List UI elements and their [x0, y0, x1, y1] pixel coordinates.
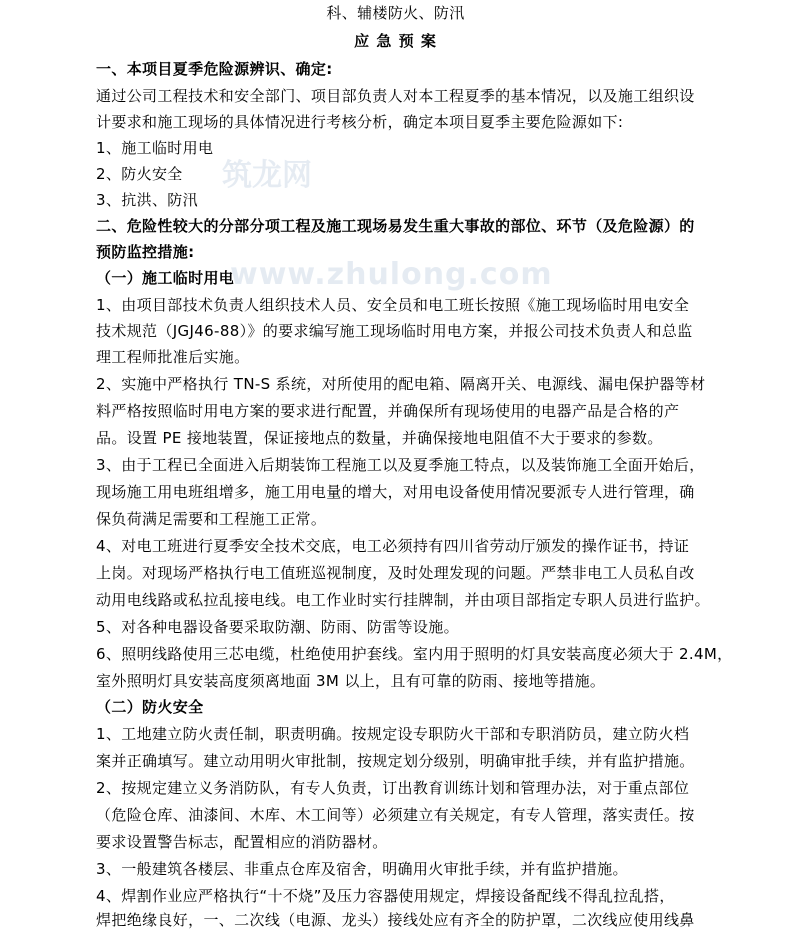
- paragraph-line: 案并正确填写。建立动用明火审批制，按规定划分级别，明确审批手续，并有监护措施。: [96, 752, 695, 770]
- paragraph-line: 保负荷满足需要和工程施工正常。: [96, 510, 327, 528]
- paragraph-line: 技术规范（JGJ46-88）》的要求编写施工现场临时用电方案，并报公司技术负责人和总监: [96, 322, 693, 340]
- watermark-logo-text: 筑龙网: [222, 158, 312, 193]
- paragraph-line: 要求设置警告标志，配置相应的消防器材。: [96, 833, 388, 851]
- paragraph-line: 5、对各种电器设备要采取防潮、防雨、防雷等设施。: [96, 618, 459, 636]
- paragraph-line: 6、照明线路使用三芯电缆，杜绝使用护套线。室内用于照明的灯具安装高度必须大于 2.4M，: [96, 645, 733, 663]
- watermark-url: www.zhulong.com: [230, 257, 553, 292]
- list-item: 2、防火安全: [96, 165, 183, 183]
- section-heading-2-cont: 预防监控措施:: [96, 243, 195, 261]
- paragraph-line: 上岗。对现场严格执行电工值班巡视制度，及时处理发现的问题。严禁非电工人员私自改: [96, 564, 695, 582]
- paragraph-line: 动用电线路或私拉乱接电线。电工作业时实行挂牌制，并由项目部指定专职人员进行监护。: [96, 591, 711, 609]
- section-heading-1: 一、本项目夏季危险源辨识、确定:: [96, 60, 333, 78]
- paragraph-line: 1、工地建立防火责任制，职责明确。按规定设专职防火干部和专职消防员，建立防火档: [96, 725, 690, 743]
- paragraph-line: 3、一般建筑各楼层、非重点仓库及宿舍，明确用火审批手续，并有监护措施。: [96, 860, 628, 878]
- subsection-heading-1: （一）施工临时用电: [96, 269, 235, 287]
- paragraph-line: 焊把绝缘良好，一、二次线（电源、龙头）接线处应有齐全的防护罩，二次线应使用线鼻: [96, 911, 695, 929]
- paragraph-line: 4、焊割作业应严格执行“十不烧”及压力容器使用规定，焊接设备配线不得乱拉乱搭，: [96, 887, 675, 905]
- list-item: 3、抗洪、防汛: [96, 191, 198, 209]
- paragraph-line: 品。设置 PE 接地装置，保证接地点的数量，并确保接地电阻值不大于要求的参数。: [96, 429, 663, 447]
- paragraph-line: 料严格按照临时用电方案的要求进行配置，并确保所有现场使用的电器产品是合格的产: [96, 402, 680, 420]
- paragraph-line: 3、由于工程已全面进入后期装饰工程施工以及夏季施工特点，以及装饰施工全面开始后，: [96, 456, 705, 474]
- paragraph-line: 现场施工用电班组增多，施工用电量的增大，对用电设备使用情况要派专人进行管理，确: [96, 483, 695, 501]
- paragraph-line: 通过公司工程技术和安全部门、项目部负责人对本工程夏季的基本情况，以及施工组织设: [96, 87, 695, 105]
- paragraph-line: 理工程师批准后实施。: [96, 348, 250, 366]
- paragraph-line: 2、按规定建立义务消防队，有专人负责，订出教育训练计划和管理办法，对于重点部位: [96, 779, 690, 797]
- header-line: 科、辅楼防火、防汛: [326, 4, 465, 22]
- paragraph-line: 4、对电工班进行夏季安全技术交底，电工必须持有四川省劳动厅颁发的操作证书，持证: [96, 537, 690, 555]
- paragraph-line: （危险仓库、油漆间、木库、木工间等）必须建立有关规定，有专人管理，落实责任。按: [96, 806, 695, 824]
- paragraph-line: 1、由项目部技术负责人组织技术人员、安全员和电工班长按照《施工现场临时用电安全: [96, 296, 690, 314]
- paragraph-line: 计要求和施工现场的具体情况进行考核分析，确定本项目夏季主要危险源如下:: [96, 113, 624, 131]
- paragraph-line: 2、实施中严格执行 TN-S 系统，对所使用的配电箱、隔离开关、电源线、漏电保护器等材: [96, 375, 706, 393]
- page-title: 应 急 预 案: [354, 32, 437, 50]
- subsection-heading-2: （二）防火安全: [96, 698, 204, 716]
- paragraph-line: 室外照明灯具安装高度须离地面 3M 以上，且有可靠的防雨、接地等措施。: [96, 672, 606, 690]
- list-item: 1、施工临时用电: [96, 139, 214, 157]
- section-heading-2: 二、危险性较大的分部分项工程及施工现场易发生重大事故的部位、环节（及危险源）的: [96, 217, 695, 235]
